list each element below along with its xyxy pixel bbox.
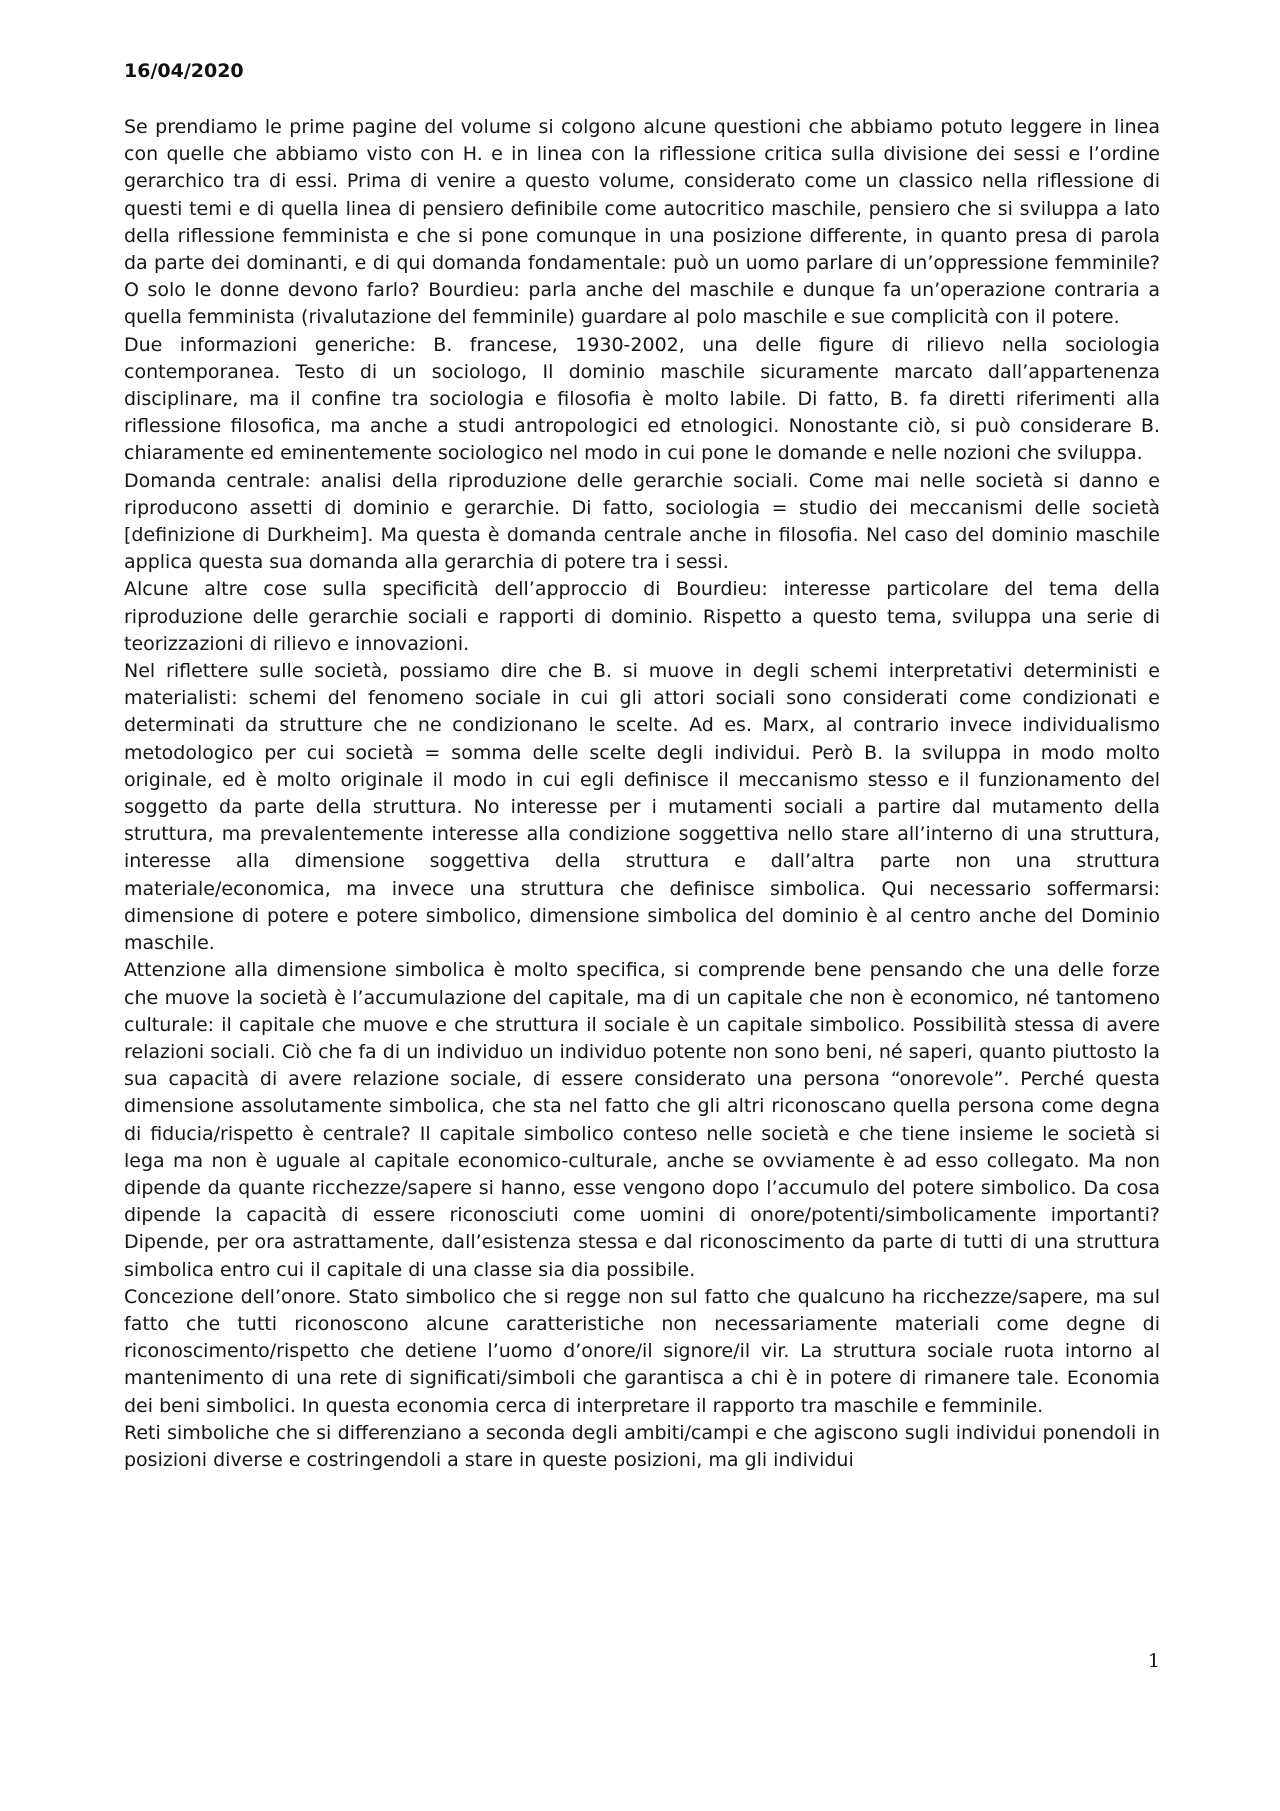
- document-body: [124, 114, 1160, 1474]
- paragraph: Attenzione alla dimensione simbolica è molto specifica, si comprende bene pensando che una delle forze che muove la società è l’accumulazione del capitale, ma di un capitale che non è economico, né tantomeno culturale: il capitale che muove e che struttura il sociale è un capitale simbolico. Possibilità stessa di avere relazioni sociali. Ciò che fa di un individuo un individuo potente non sono beni, né saperi, quanto piuttosto la sua capacità di avere relazione sociale, di essere considerato una persona “onorevole”. Perché questa dimensione assolutamente simbolica, che sta nel fatto che gli altri riconoscano quella persona come degna di fiducia/rispetto è centrale? Il capitale simbolico conteso nelle società e che tiene insieme le società si lega ma non è uguale al capitale economico-culturale, anche se ovviamente è ad esso collegato. Ma non dipende da quante ricchezze/sapere si hanno, esse vengono dopo l’accumulo del potere simbolico. Da cosa dipende la capacità di essere riconosciuti come uomini di onore/potenti/simbolicamente importanti? Dipende, per ora astrattamente, dall’esistenza stessa e dal riconoscimento da parte di tutti di una struttura simbolica entro cui il capitale di una classe sia dia possibile.: [124, 959, 1160, 1281]
- paragraph: Se prendiamo le prime pagine del volume si colgono alcune questioni che abbiamo potuto leggere in linea con quelle che abbiamo visto con H. e in linea con la riflessione critica sulla divisione dei sessi e l’ordine gerarchico tra di essi. Prima di venire a questo volume, considerato come un classico nella riflessione di questi temi e di quella linea di pensiero definibile come autocritico maschile, pensiero che si sviluppa a lato della riflessione femminista e che si pone comunque in una posizione differente, in quanto presa di parola da parte dei dominanti, e di qui domanda fondamentale: può un uomo parlare di un’oppressione femminile? O solo le donne devono farlo? Bourdieu: parla anche del maschile e dunque fa un’operazione contraria a quella femminista (rivalutazione del femminile) guardare al polo maschile e sue complicità con il potere.: [124, 116, 1160, 329]
- page-number: 1: [1147, 1650, 1160, 1672]
- document-date: 16/04/2020: [124, 60, 244, 82]
- paragraph: Concezione dell’onore. Stato simbolico che si regge non sul fatto che qualcuno ha ricchezze/sapere, ma sul fatto che tutti riconoscono alcune caratteristiche non necessariamente materiali come degne di riconoscimento/rispetto che detiene l’uomo d’onore/il signore/il vir. La struttura sociale ruota intorno al mantenimento di una rete di significati/simboli che garantisca a chi è in potere di rimanere tale. Economia dei beni simbolici. In questa economia cerca di interpretare il rapporto tra maschile e femminile.: [124, 1285, 1160, 1417]
- paragraph: Alcune altre cose sulla specificità dell’approccio di Bourdieu: interesse particolare del tema della riproduzione delle gerarchie sociali e rapporti di dominio. Rispetto a questo tema, sviluppa una serie di teorizzazioni di rilievo e innovazioni.: [124, 578, 1160, 655]
- paragraph: Due informazioni generiche: B. francese, 1930-2002, una delle figure di rilievo nella sociologia contemporanea. Testo di un sociologo, Il dominio maschile sicuramente marcato dall’appartenenza disciplinare, ma il confine tra sociologia e filosofia è molto labile. Di fatto, B. fa diretti riferimenti alla riflessione filosofica, ma anche a studi antropologici ed etnologici. Nonostante ciò, si può considerare B. chiaramente ed eminentemente sociologico nel modo in cui pone le domande e nelle nozioni che sviluppa.: [124, 333, 1160, 465]
- paragraph: Nel riflettere sulle società, possiamo dire che B. si muove in degli schemi interpretativi deterministi e materialisti: schemi del fenomeno sociale in cui gli attori sociali sono considerati come condizionati e determinati da strutture che ne condizionano le scelte. Ad es. Marx, al contrario invece individualismo metodologico per cui società = somma delle scelte degli individui. Però B. la sviluppa in modo molto originale, ed è molto originale il modo in cui egli definisce il meccanismo stesso e il funzionamento del soggetto da parte della struttura. No interesse per i mutamenti sociali a partire dal mutamento della struttura, ma prevalentemente interesse alla condizione soggettiva nello stare all’interno di una struttura, interesse alla dimensione soggettiva della struttura e dall’altra parte non una struttura materiale/economica, ma invece una struttura che definisce simbolica. Qui necessario soffermarsi: dimensione di potere e potere simbolico, dimensione simbolica del dominio è al centro anche del Dominio maschile.: [124, 660, 1160, 955]
- paragraph: Domanda centrale: analisi della riproduzione delle gerarchie sociali. Come mai nelle società si danno e riproducono assetti di dominio e gerarchie. Di fatto, sociologia = studio dei meccanismi delle società [definizione di Durkheim]. Ma questa è domanda centrale anche in filosofia. Nel caso del dominio maschile applica questa sua domanda alla gerarchia di potere tra i sessi.: [124, 469, 1160, 574]
- paragraph: Reti simboliche che si differenziano a seconda degli ambiti/campi e che agiscono sugli individui ponendoli in posizioni diverse e costringendoli a stare in queste posizioni, ma gli individui: [124, 1421, 1160, 1471]
